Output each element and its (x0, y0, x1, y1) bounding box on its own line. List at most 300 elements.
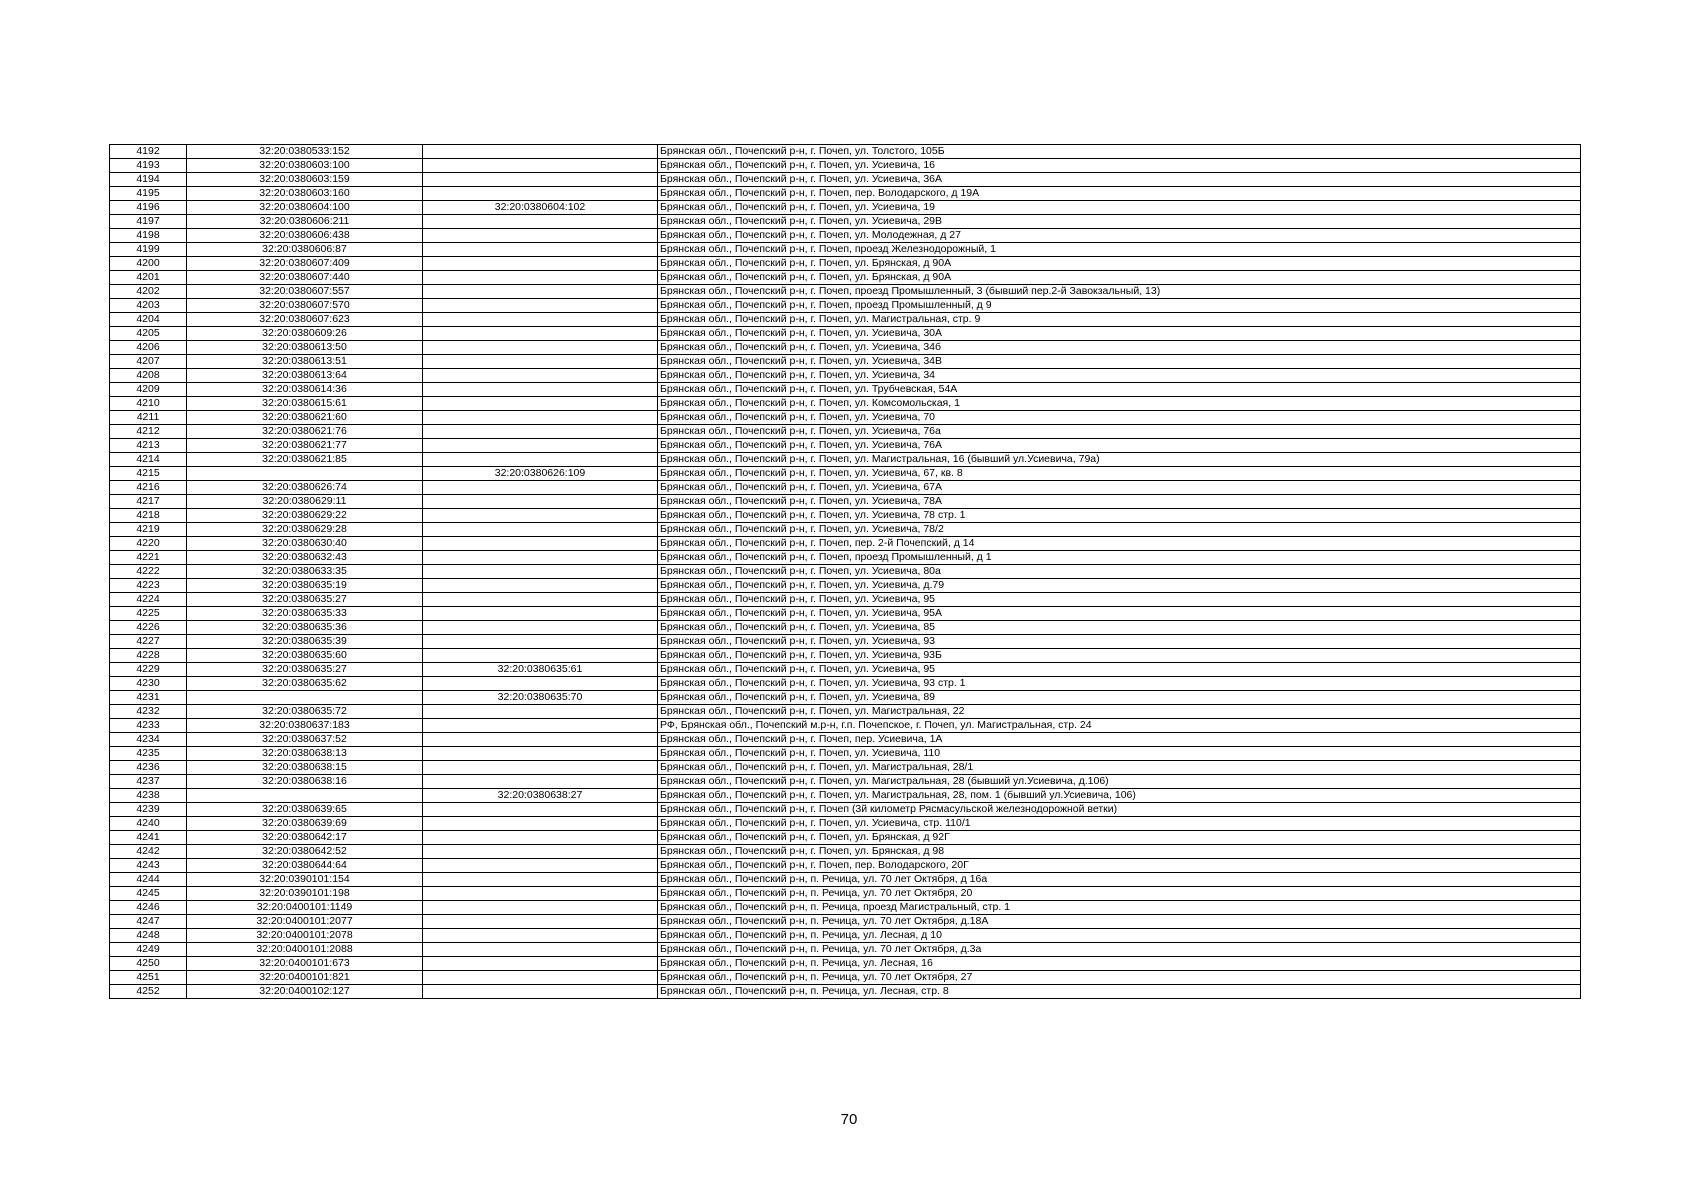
cadastral-number-cell: 32:20:0380606:87 (187, 243, 423, 257)
table-row (110, 663, 1581, 677)
row-number-cell: 4252 (110, 985, 187, 999)
row-number-cell: 4203 (110, 299, 187, 313)
cadastral-number-cell: 32:20:0400101:821 (187, 971, 423, 985)
related-cadastral-number-cell (423, 523, 658, 537)
row-number-cell: 4220 (110, 537, 187, 551)
address-cell: Брянская обл., Почепский р-н, г. Почеп, ул. Молодежная, д 27 (658, 229, 1581, 243)
cadastral-number-cell: 32:20:0380629:22 (187, 509, 423, 523)
related-cadastral-number-cell (423, 747, 658, 761)
row-number-cell: 4241 (110, 831, 187, 845)
cadastral-number-cell: 32:20:0380607:409 (187, 257, 423, 271)
cadastral-number-cell: 32:20:0380635:62 (187, 677, 423, 691)
table-row (110, 901, 1581, 915)
cadastral-number-cell: 32:20:0380632:43 (187, 551, 423, 565)
cadastral-number-cell: 32:20:0380603:100 (187, 159, 423, 173)
address-cell: Брянская обл., Почепский р-н, г. Почеп, ул. Брянская, д 90А (658, 257, 1581, 271)
related-cadastral-number-cell (423, 495, 658, 509)
related-cadastral-number-cell (423, 425, 658, 439)
related-cadastral-number-cell (423, 761, 658, 775)
row-number-cell: 4218 (110, 509, 187, 523)
address-cell: Брянская обл., Почепский р-н, г. Почеп, ул. Усиевича, 93 (658, 635, 1581, 649)
table-row (110, 775, 1581, 789)
address-cell: Брянская обл., Почепский р-н, г. Почеп, ул. Усиевича, 80а (658, 565, 1581, 579)
row-number-cell: 4246 (110, 901, 187, 915)
related-cadastral-number-cell (423, 285, 658, 299)
table-row (110, 579, 1581, 593)
related-cadastral-number-cell (423, 635, 658, 649)
related-cadastral-number-cell (423, 719, 658, 733)
table-row (110, 397, 1581, 411)
table-row (110, 299, 1581, 313)
cadastral-number-cell: 32:20:0380606:438 (187, 229, 423, 243)
table-row (110, 691, 1581, 705)
related-cadastral-number-cell (423, 565, 658, 579)
cadastral-number-cell: 32:20:0380642:17 (187, 831, 423, 845)
cadastral-number-cell: 32:20:0380635:39 (187, 635, 423, 649)
address-cell: Брянская обл., Почепский р-н, г. Почеп, ул. Усиевича, 93 стр. 1 (658, 677, 1581, 691)
related-cadastral-number-cell: 32:20:0380604:102 (423, 201, 658, 215)
related-cadastral-number-cell (423, 887, 658, 901)
cadastral-number-cell: 32:20:0380607:440 (187, 271, 423, 285)
cadastral-number-cell (187, 467, 423, 481)
cadastral-number-cell: 32:20:0380635:36 (187, 621, 423, 635)
row-number-cell: 4195 (110, 187, 187, 201)
row-number-cell: 4209 (110, 383, 187, 397)
table-row (110, 705, 1581, 719)
related-cadastral-number-cell (423, 397, 658, 411)
table-row (110, 495, 1581, 509)
address-cell: Брянская обл., Почепский р-н, г. Почеп, ул. Усиевича, 76А (658, 439, 1581, 453)
related-cadastral-number-cell (423, 243, 658, 257)
related-cadastral-number-cell (423, 859, 658, 873)
cadastral-number-cell: 32:20:0400101:2088 (187, 943, 423, 957)
registry-table (109, 144, 1581, 999)
cadastral-number-cell: 32:20:0400102:127 (187, 985, 423, 999)
table-row (110, 229, 1581, 243)
address-cell: Брянская обл., Почепский р-н, г. Почеп, ул. Трубчевская, 54А (658, 383, 1581, 397)
related-cadastral-number-cell (423, 271, 658, 285)
cadastral-number-cell: 32:20:0380533:152 (187, 145, 423, 159)
cadastral-number-cell: 32:20:0380603:159 (187, 173, 423, 187)
table-row (110, 551, 1581, 565)
address-cell: Брянская обл., Почепский р-н, г. Почеп, пер. 2-й Почепский, д 14 (658, 537, 1581, 551)
cadastral-number-cell: 32:20:0380629:28 (187, 523, 423, 537)
row-number-cell: 4243 (110, 859, 187, 873)
address-cell: Брянская обл., Почепский р-н, г. Почеп (3й километр Рясмасульской железнодорожной ветки) (658, 803, 1581, 817)
related-cadastral-number-cell (423, 229, 658, 243)
address-cell: Брянская обл., Почепский р-н, г. Почеп, ул. Усиевича, 67, кв. 8 (658, 467, 1581, 481)
table-row (110, 873, 1581, 887)
row-number-cell: 4228 (110, 649, 187, 663)
row-number-cell: 4198 (110, 229, 187, 243)
table-row (110, 677, 1581, 691)
table-row (110, 285, 1581, 299)
row-number-cell: 4202 (110, 285, 187, 299)
row-number-cell: 4216 (110, 481, 187, 495)
related-cadastral-number-cell (423, 649, 658, 663)
related-cadastral-number-cell (423, 537, 658, 551)
related-cadastral-number-cell (423, 817, 658, 831)
address-cell: Брянская обл., Почепский р-н, г. Почеп, проезд Железнодорожный, 1 (658, 243, 1581, 257)
address-cell: Брянская обл., Почепский р-н, п. Речица, ул. 70 лет Октября, д.18А (658, 915, 1581, 929)
address-cell: Брянская обл., Почепский р-н, г. Почеп, ул. Усиевича, 89 (658, 691, 1581, 705)
cadastral-number-cell: 32:20:0380613:64 (187, 369, 423, 383)
table-row (110, 439, 1581, 453)
row-number-cell: 4204 (110, 313, 187, 327)
cadastral-number-cell: 32:20:0380639:65 (187, 803, 423, 817)
table-row (110, 411, 1581, 425)
table-row (110, 719, 1581, 733)
row-number-cell: 4251 (110, 971, 187, 985)
cadastral-number-cell: 32:20:0380635:60 (187, 649, 423, 663)
row-number-cell: 4235 (110, 747, 187, 761)
address-cell: Брянская обл., Почепский р-н, г. Почеп, ул. Усиевича, 85 (658, 621, 1581, 635)
cadastral-number-cell (187, 789, 423, 803)
related-cadastral-number-cell (423, 551, 658, 565)
related-cadastral-number-cell (423, 453, 658, 467)
row-number-cell: 4236 (110, 761, 187, 775)
table-row (110, 467, 1581, 481)
table-row (110, 271, 1581, 285)
related-cadastral-number-cell: 32:20:0380638:27 (423, 789, 658, 803)
row-number-cell: 4225 (110, 607, 187, 621)
cadastral-number-cell: 32:20:0380607:623 (187, 313, 423, 327)
table-row (110, 145, 1581, 159)
row-number-cell: 4206 (110, 341, 187, 355)
cadastral-number-cell: 32:20:0380621:60 (187, 411, 423, 425)
related-cadastral-number-cell (423, 411, 658, 425)
row-number-cell: 4214 (110, 453, 187, 467)
table-row (110, 537, 1581, 551)
cadastral-number-cell: 32:20:0380635:27 (187, 593, 423, 607)
row-number-cell: 4212 (110, 425, 187, 439)
address-cell: Брянская обл., Почепский р-н, г. Почеп, ул. Усиевича, стр. 110/1 (658, 817, 1581, 831)
related-cadastral-number-cell (423, 985, 658, 999)
cadastral-number-cell (187, 691, 423, 705)
address-cell: Брянская обл., Почепский р-н, г. Почеп, ул. Магистральная, 28, пом. 1 (бывший ул.Усиевича, 106) (658, 789, 1581, 803)
table-row (110, 649, 1581, 663)
row-number-cell: 4196 (110, 201, 187, 215)
address-cell: Брянская обл., Почепский р-н, г. Почеп, ул. Толстого, 105Б (658, 145, 1581, 159)
row-number-cell: 4232 (110, 705, 187, 719)
related-cadastral-number-cell (423, 327, 658, 341)
table-row (110, 915, 1581, 929)
address-cell: Брянская обл., Почепский р-н, г. Почеп, ул. Усиевича, 78 стр. 1 (658, 509, 1581, 523)
row-number-cell: 4197 (110, 215, 187, 229)
related-cadastral-number-cell (423, 677, 658, 691)
table-row (110, 971, 1581, 985)
cadastral-number-cell: 32:20:0380607:570 (187, 299, 423, 313)
related-cadastral-number-cell: 32:20:0380635:70 (423, 691, 658, 705)
related-cadastral-number-cell (423, 579, 658, 593)
address-cell: Брянская обл., Почепский р-н, г. Почеп, ул. Усиевича, 76а (658, 425, 1581, 439)
row-number-cell: 4239 (110, 803, 187, 817)
cadastral-number-cell: 32:20:0380613:50 (187, 341, 423, 355)
related-cadastral-number-cell (423, 481, 658, 495)
address-cell: Брянская обл., Почепский р-н, п. Речица, ул. Лесная, стр. 8 (658, 985, 1581, 999)
related-cadastral-number-cell (423, 929, 658, 943)
address-cell: Брянская обл., Почепский р-н, г. Почеп, ул. Усиевича, 95 (658, 663, 1581, 677)
row-number-cell: 4237 (110, 775, 187, 789)
address-cell: Брянская обл., Почепский р-н, г. Почеп, ул. Магистральная, 22 (658, 705, 1581, 719)
address-cell: Брянская обл., Почепский р-н, г. Почеп, ул. Усиевича, 29В (658, 215, 1581, 229)
table-row (110, 355, 1581, 369)
table-row (110, 789, 1581, 803)
cadastral-number-cell: 32:20:0380621:76 (187, 425, 423, 439)
page-number: 70 (840, 1111, 858, 1128)
table-row (110, 845, 1581, 859)
row-number-cell: 4193 (110, 159, 187, 173)
address-cell: Брянская обл., Почепский р-н, г. Почеп, пер. Усиевича, 1А (658, 733, 1581, 747)
address-cell: Брянская обл., Почепский р-н, г. Почеп, ул. Магистральная, 28/1 (658, 761, 1581, 775)
cadastral-number-cell: 32:20:0380639:69 (187, 817, 423, 831)
row-number-cell: 4226 (110, 621, 187, 635)
table-row (110, 481, 1581, 495)
address-cell: Брянская обл., Почепский р-н, п. Речица, ул. Лесная, 16 (658, 957, 1581, 971)
cadastral-number-cell: 32:20:0380635:72 (187, 705, 423, 719)
related-cadastral-number-cell (423, 341, 658, 355)
table-row (110, 187, 1581, 201)
cadastral-number-cell: 32:20:0380613:51 (187, 355, 423, 369)
address-cell: Брянская обл., Почепский р-н, г. Почеп, ул. Усиевича, 36А (658, 173, 1581, 187)
related-cadastral-number-cell (423, 145, 658, 159)
address-cell: РФ, Брянская обл., Почепский м.р-н, г.п. Почепское, г. Почеп, ул. Магистральная, стр. 24 (658, 719, 1581, 733)
address-cell: Брянская обл., Почепский р-н, г. Почеп, проезд Промышленный, д 9 (658, 299, 1581, 313)
address-cell: Брянская обл., Почепский р-н, п. Речица, ул. 70 лет Октября, д.3а (658, 943, 1581, 957)
cadastral-number-cell: 32:20:0380604:100 (187, 201, 423, 215)
row-number-cell: 4211 (110, 411, 187, 425)
cadastral-number-cell: 32:20:0380621:85 (187, 453, 423, 467)
cadastral-number-cell: 32:20:0390101:198 (187, 887, 423, 901)
row-number-cell: 4223 (110, 579, 187, 593)
related-cadastral-number-cell (423, 621, 658, 635)
related-cadastral-number-cell (423, 957, 658, 971)
cadastral-number-cell: 32:20:0380635:27 (187, 663, 423, 677)
address-cell: Брянская обл., Почепский р-н, г. Почеп, ул. Усиевича, 95А (658, 607, 1581, 621)
related-cadastral-number-cell: 32:20:0380626:109 (423, 467, 658, 481)
related-cadastral-number-cell (423, 187, 658, 201)
address-cell: Брянская обл., Почепский р-н, г. Почеп, проезд Промышленный, д 1 (658, 551, 1581, 565)
table-row (110, 215, 1581, 229)
table-row (110, 243, 1581, 257)
address-cell: Брянская обл., Почепский р-н, г. Почеп, ул. Усиевича, 67А (658, 481, 1581, 495)
address-cell: Брянская обл., Почепский р-н, г. Почеп, ул. Магистральная, стр. 9 (658, 313, 1581, 327)
address-cell: Брянская обл., Почепский р-н, п. Речица, проезд Магистральный, стр. 1 (658, 901, 1581, 915)
cadastral-number-cell: 32:20:0380644:64 (187, 859, 423, 873)
cadastral-number-cell: 32:20:0380635:19 (187, 579, 423, 593)
related-cadastral-number-cell (423, 593, 658, 607)
address-cell: Брянская обл., Почепский р-н, г. Почеп, ул. Брянская, д 90А (658, 271, 1581, 285)
table-row (110, 593, 1581, 607)
table-row (110, 803, 1581, 817)
related-cadastral-number-cell (423, 173, 658, 187)
table-row (110, 887, 1581, 901)
cadastral-number-cell: 32:20:0400101:2077 (187, 915, 423, 929)
address-cell: Брянская обл., Почепский р-н, г. Почеп, ул. Усиевича, 93Б (658, 649, 1581, 663)
address-cell: Брянская обл., Почепский р-н, п. Речица, ул. 70 лет Октября, 27 (658, 971, 1581, 985)
address-cell: Брянская обл., Почепский р-н, г. Почеп, пер. Володарского, 20Г (658, 859, 1581, 873)
registry-table-body (110, 145, 1581, 999)
cadastral-number-cell: 32:20:0380638:15 (187, 761, 423, 775)
table-row (110, 733, 1581, 747)
row-number-cell: 4210 (110, 397, 187, 411)
related-cadastral-number-cell (423, 159, 658, 173)
table-row (110, 523, 1581, 537)
row-number-cell: 4199 (110, 243, 187, 257)
table-row (110, 831, 1581, 845)
row-number-cell: 4222 (110, 565, 187, 579)
address-cell: Брянская обл., Почепский р-н, г. Почеп, ул. Усиевича, 16 (658, 159, 1581, 173)
row-number-cell: 4194 (110, 173, 187, 187)
table-row (110, 425, 1581, 439)
related-cadastral-number-cell (423, 257, 658, 271)
row-number-cell: 4217 (110, 495, 187, 509)
row-number-cell: 4244 (110, 873, 187, 887)
related-cadastral-number-cell (423, 607, 658, 621)
cadastral-number-cell: 32:20:0400101:673 (187, 957, 423, 971)
related-cadastral-number-cell (423, 803, 658, 817)
cadastral-number-cell: 32:20:0380606:211 (187, 215, 423, 229)
address-cell: Брянская обл., Почепский р-н, г. Почеп, ул. Усиевича, 95 (658, 593, 1581, 607)
cadastral-number-cell: 32:20:0380626:74 (187, 481, 423, 495)
related-cadastral-number-cell (423, 831, 658, 845)
row-number-cell: 4200 (110, 257, 187, 271)
related-cadastral-number-cell (423, 355, 658, 369)
table-row (110, 817, 1581, 831)
cadastral-number-cell: 32:20:0380642:52 (187, 845, 423, 859)
address-cell: Брянская обл., Почепский р-н, г. Почеп, ул. Магистральная, 16 (бывший ул.Усиевича, 79а) (658, 453, 1581, 467)
row-number-cell: 4205 (110, 327, 187, 341)
table-row (110, 621, 1581, 635)
address-cell: Брянская обл., Почепский р-н, г. Почеп, ул. Усиевича, 34В (658, 355, 1581, 369)
row-number-cell: 4227 (110, 635, 187, 649)
table-row (110, 257, 1581, 271)
row-number-cell: 4221 (110, 551, 187, 565)
related-cadastral-number-cell (423, 733, 658, 747)
cadastral-number-cell: 32:20:0380607:557 (187, 285, 423, 299)
row-number-cell: 4242 (110, 845, 187, 859)
address-cell: Брянская обл., Почепский р-н, г. Почеп, ул. Магистральная, 28 (бывший ул.Усиевича, д.106) (658, 775, 1581, 789)
address-cell: Брянская обл., Почепский р-н, п. Речица, ул. 70 лет Октября, 20 (658, 887, 1581, 901)
table-row (110, 313, 1581, 327)
table-row (110, 635, 1581, 649)
row-number-cell: 4245 (110, 887, 187, 901)
row-number-cell: 4230 (110, 677, 187, 691)
cadastral-number-cell: 32:20:0380638:16 (187, 775, 423, 789)
row-number-cell: 4201 (110, 271, 187, 285)
related-cadastral-number-cell (423, 369, 658, 383)
address-cell: Брянская обл., Почепский р-н, г. Почеп, ул. Усиевича, 78А (658, 495, 1581, 509)
row-number-cell: 4249 (110, 943, 187, 957)
cadastral-number-cell: 32:20:0380621:77 (187, 439, 423, 453)
table-row (110, 369, 1581, 383)
table-row (110, 985, 1581, 999)
table-row (110, 453, 1581, 467)
row-number-cell: 4234 (110, 733, 187, 747)
address-cell: Брянская обл., Почепский р-н, г. Почеп, ул. Брянская, д 92Г (658, 831, 1581, 845)
related-cadastral-number-cell (423, 775, 658, 789)
address-cell: Брянская обл., Почепский р-н, г. Почеп, ул. Усиевича, д.79 (658, 579, 1581, 593)
related-cadastral-number-cell (423, 901, 658, 915)
cadastral-number-cell: 32:20:0390101:154 (187, 873, 423, 887)
table-row (110, 747, 1581, 761)
table-row (110, 201, 1581, 215)
row-number-cell: 4192 (110, 145, 187, 159)
row-number-cell: 4207 (110, 355, 187, 369)
row-number-cell: 4247 (110, 915, 187, 929)
table-row (110, 607, 1581, 621)
related-cadastral-number-cell (423, 215, 658, 229)
document-page (109, 144, 1580, 999)
related-cadastral-number-cell (423, 509, 658, 523)
table-row (110, 957, 1581, 971)
cadastral-number-cell: 32:20:0380630:40 (187, 537, 423, 551)
cadastral-number-cell: 32:20:0400101:2078 (187, 929, 423, 943)
row-number-cell: 4231 (110, 691, 187, 705)
table-row (110, 327, 1581, 341)
row-number-cell: 4219 (110, 523, 187, 537)
cadastral-number-cell: 32:20:0380614:36 (187, 383, 423, 397)
related-cadastral-number-cell (423, 873, 658, 887)
cadastral-number-cell: 32:20:0400101:1149 (187, 901, 423, 915)
table-row (110, 383, 1581, 397)
table-row (110, 341, 1581, 355)
table-row (110, 159, 1581, 173)
row-number-cell: 4208 (110, 369, 187, 383)
cadastral-number-cell: 32:20:0380609:26 (187, 327, 423, 341)
address-cell: Брянская обл., Почепский р-н, г. Почеп, ул. Усиевича, 30А (658, 327, 1581, 341)
row-number-cell: 4229 (110, 663, 187, 677)
related-cadastral-number-cell (423, 915, 658, 929)
row-number-cell: 4240 (110, 817, 187, 831)
address-cell: Брянская обл., Почепский р-н, г. Почеп, ул. Комсомольская, 1 (658, 397, 1581, 411)
cadastral-number-cell: 32:20:0380637:52 (187, 733, 423, 747)
related-cadastral-number-cell (423, 439, 658, 453)
table-row (110, 929, 1581, 943)
row-number-cell: 4233 (110, 719, 187, 733)
address-cell: Брянская обл., Почепский р-н, г. Почеп, ул. Усиевича, 78/2 (658, 523, 1581, 537)
related-cadastral-number-cell (423, 313, 658, 327)
row-number-cell: 4238 (110, 789, 187, 803)
row-number-cell: 4215 (110, 467, 187, 481)
related-cadastral-number-cell (423, 971, 658, 985)
related-cadastral-number-cell (423, 383, 658, 397)
cadastral-number-cell: 32:20:0380615:61 (187, 397, 423, 411)
table-row (110, 761, 1581, 775)
cadastral-number-cell: 32:20:0380638:13 (187, 747, 423, 761)
address-cell: Брянская обл., Почепский р-н, г. Почеп, проезд Промышленный, 3 (бывший пер.2-й Завокзальный, 13) (658, 285, 1581, 299)
related-cadastral-number-cell (423, 845, 658, 859)
address-cell: Брянская обл., Почепский р-н, г. Почеп, ул. Брянская, д 98 (658, 845, 1581, 859)
cadastral-number-cell: 32:20:0380635:33 (187, 607, 423, 621)
cadastral-number-cell: 32:20:0380633:35 (187, 565, 423, 579)
table-row (110, 943, 1581, 957)
row-number-cell: 4250 (110, 957, 187, 971)
address-cell: Брянская обл., Почепский р-н, г. Почеп, ул. Усиевича, 110 (658, 747, 1581, 761)
table-row (110, 859, 1581, 873)
related-cadastral-number-cell (423, 943, 658, 957)
address-cell: Брянская обл., Почепский р-н, п. Речица, ул. 70 лет Октября, д 16а (658, 873, 1581, 887)
row-number-cell: 4213 (110, 439, 187, 453)
address-cell: Брянская обл., Почепский р-н, г. Почеп, ул. Усиевича, 19 (658, 201, 1581, 215)
related-cadastral-number-cell (423, 705, 658, 719)
cadastral-number-cell: 32:20:0380637:183 (187, 719, 423, 733)
related-cadastral-number-cell: 32:20:0380635:61 (423, 663, 658, 677)
row-number-cell: 4248 (110, 929, 187, 943)
table-row (110, 509, 1581, 523)
address-cell: Брянская обл., Почепский р-н, г. Почеп, ул. Усиевича, 34 (658, 369, 1581, 383)
table-row (110, 565, 1581, 579)
